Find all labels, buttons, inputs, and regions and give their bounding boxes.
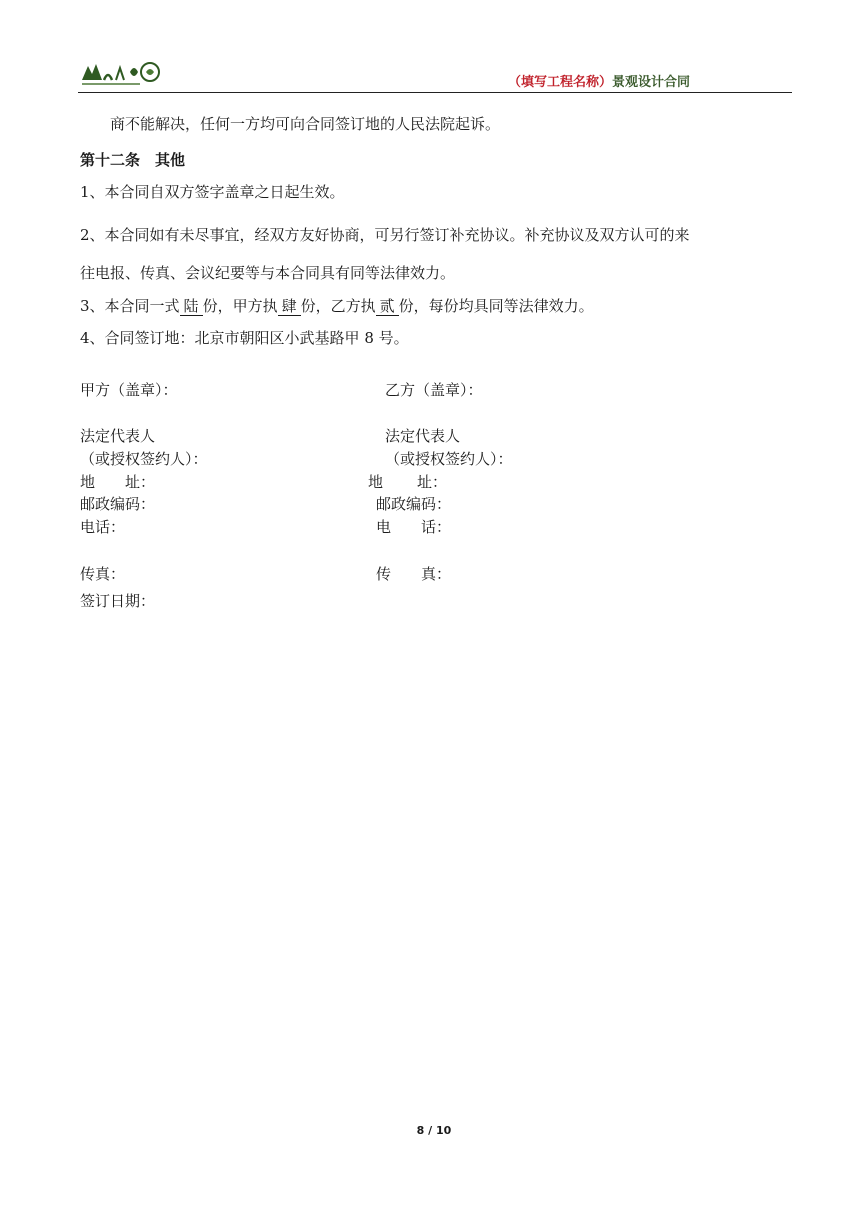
clause-3: [80, 296, 594, 316]
article-heading: 第十二条 其他: [80, 151, 186, 169]
clause-4: 4、合同签订地：北京市朝阳区小武基路甲 8 号。: [80, 329, 409, 347]
party-b-rep-label: 法定代表人: [385, 427, 461, 445]
party-a-rep-note: （或授权签约人）：: [80, 450, 208, 468]
party-b-fax-char-1: 传: [376, 565, 392, 583]
party-a-address-char-2: 址：: [125, 473, 156, 491]
party-b-postcode-label: 邮政编码：: [376, 495, 452, 513]
party-b-address-label: [368, 472, 447, 492]
party-b-rep-note: （或授权签约人）：: [385, 450, 513, 468]
party-b-fax-char-2: 真：: [421, 565, 452, 583]
party-b-address-char-2: 址：: [417, 473, 448, 491]
party-a-address-label: [80, 472, 155, 492]
copies-party-a-field: 肆: [278, 297, 301, 316]
party-b-phone-label: [376, 517, 451, 537]
party-b-address-char-1: 地: [368, 473, 384, 491]
clause-3-prefix: 3、本合同一式: [80, 297, 180, 315]
clause-3-suffix: 份，每份均具同等法律效力。: [398, 297, 594, 315]
party-a-fax-label: 传真：: [80, 565, 126, 583]
party-b-seal-label: 乙方（盖章）：: [385, 381, 483, 399]
party-b-fax-label: [376, 564, 451, 584]
company-logo-icon: [78, 58, 160, 88]
page-number: 8 / 10: [416, 1124, 452, 1137]
clause-1: 1、本合同自双方签字盖章之日起生效。: [80, 183, 345, 201]
continuation-paragraph: 商不能解决，任何一方均可向合同签订地的人民法院起诉。: [110, 115, 501, 133]
party-b-phone-char-1: 电: [376, 518, 392, 536]
party-a-address-char-1: 地: [80, 473, 96, 491]
header-title-contract-type: 景观设计合同: [611, 75, 690, 90]
clause-2-line-1: 2、本合同如有未尽事宜，经双方友好协商，可另行签订补充协议。补充协议及双方认可的来: [80, 226, 690, 244]
copies-total-field: 陆: [180, 297, 203, 316]
party-a-date-label: 签订日期：: [80, 592, 156, 610]
clause-3-mid-1: 份，甲方执: [202, 297, 278, 315]
clause-3-mid-2: 份，乙方执: [300, 297, 376, 315]
party-a-rep-label: 法定代表人: [80, 427, 156, 445]
party-b-phone-char-2: 话：: [421, 518, 452, 536]
header-title-project-name: （填写工程名称）: [507, 75, 612, 90]
party-a-phone-label: 电话：: [80, 518, 126, 536]
party-a-postcode-label: 邮政编码：: [80, 495, 156, 513]
copies-party-b-field: 贰: [376, 297, 399, 316]
page-header: [78, 56, 792, 93]
header-title: [508, 71, 690, 90]
party-a-seal-label: 甲方（盖章）：: [80, 381, 178, 399]
clause-2-line-2: 往电报、传真、会议纪要等与本合同具有同等法律效力。: [80, 264, 456, 282]
